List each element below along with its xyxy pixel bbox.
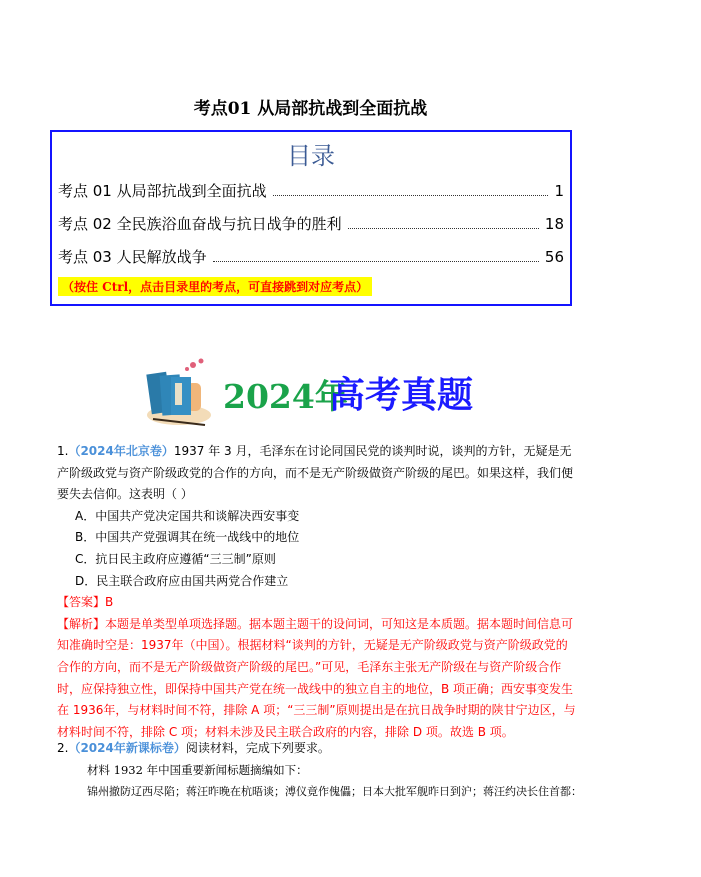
- toc-entry-page: 18: [544, 215, 564, 233]
- toc-leader-dots: [213, 251, 539, 262]
- option-a: A．中国共产党决定国共和谈解决西安事变: [75, 508, 300, 523]
- toc-entry[interactable]: [58, 180, 564, 201]
- material-intro: 材料 1932 年中国重要新闻标题摘编如下：: [87, 762, 308, 777]
- toc-entry[interactable]: [58, 213, 564, 234]
- question-1: [57, 441, 577, 743]
- toc-entry-label: 考点 01 从局部抗战到全面抗战: [58, 182, 267, 200]
- toc-leader-dots: [273, 185, 549, 196]
- question-stem: 1937 年 3 月，毛泽东在讨论同国民党的谈判时说，谈判的方针，无疑是无产阶级政党与资产阶级政党的合作的方向，而不是无产阶级做资产阶级的尾巴。如果这样，我们便要失去信仰。这表明（ ）: [57, 444, 574, 502]
- toc-entry-label: 考点 03 人民解放战争: [58, 248, 207, 266]
- table-of-contents: [50, 130, 572, 306]
- question-number: 1.: [57, 444, 69, 458]
- answer-value: B: [105, 595, 114, 610]
- question-stem: 阅读材料，完成下列要求。: [185, 741, 330, 755]
- toc-heading: 目录: [287, 142, 335, 170]
- answer: [57, 592, 577, 614]
- toc-entry[interactable]: [58, 246, 564, 267]
- page-title: 考点01 从局部抗战到全面抗战: [193, 99, 428, 119]
- option-d: D．民主联合政府应由国共两党合作建立: [75, 573, 289, 588]
- analysis-text: 本题是单类型单项选择题。据本题主题干的设问词，可知这是本质题。据本题时间信息可知准确时空是：1937年（中国）。根据材料“谈判的方针，无疑是无产阶级政党与资产阶级政党的合作的方向，而不是无产阶级做资产阶级的尾巴。”可见，毛泽东主张无产阶级在与资产阶级合作时，应保持独立性，即保持中国共产党在统一战线中的独立自主的地位，B 项正确；西安事变发生在 1936年，与材料时间不符，排除 A 项；“三三制”原则提出是在抗日战争时期的陕甘宁边区，与材料时间不符，排除 C 项；材料未涉及民主联合政府的内容，排除 D 项。故选 B 项。: [57, 616, 576, 739]
- material-headlines: 锦州撤防辽西尽陷；蒋汪昨晚在杭晤谈；溥仪竟作傀儡；日本大批军舰昨日到沪；蒋汪约决长住首都：: [87, 785, 582, 799]
- option-b: B．中国共产党强调其在统一战线中的地位: [75, 530, 300, 545]
- analysis-label: 【解析】: [57, 616, 106, 631]
- toc-hint: （按住 Ctrl，点击目录里的考点，可直接跳到对应考点）: [58, 277, 372, 296]
- exam-banner: [143, 355, 483, 430]
- analysis: [57, 614, 577, 744]
- banner-year: 2024年: [223, 377, 348, 416]
- question-source: （2024年新课标卷）: [68, 741, 186, 755]
- answer-label: 【答案】: [57, 595, 106, 610]
- books-illustration-icon: [143, 355, 215, 430]
- option-c: C．抗日民主政府应遵循“三三制”原则: [75, 551, 276, 566]
- question-number: 2.: [57, 741, 69, 755]
- question-2: [57, 738, 582, 803]
- toc-entry-label: 考点 02 全民族浴血奋战与抗日战争的胜利: [58, 215, 342, 233]
- toc-entry-page: 1: [554, 182, 564, 200]
- toc-entry-page: 56: [544, 248, 564, 266]
- toc-leader-dots: [348, 218, 539, 229]
- banner-title: 高考真题: [329, 374, 474, 416]
- question-source: （2024年北京卷）: [68, 444, 174, 458]
